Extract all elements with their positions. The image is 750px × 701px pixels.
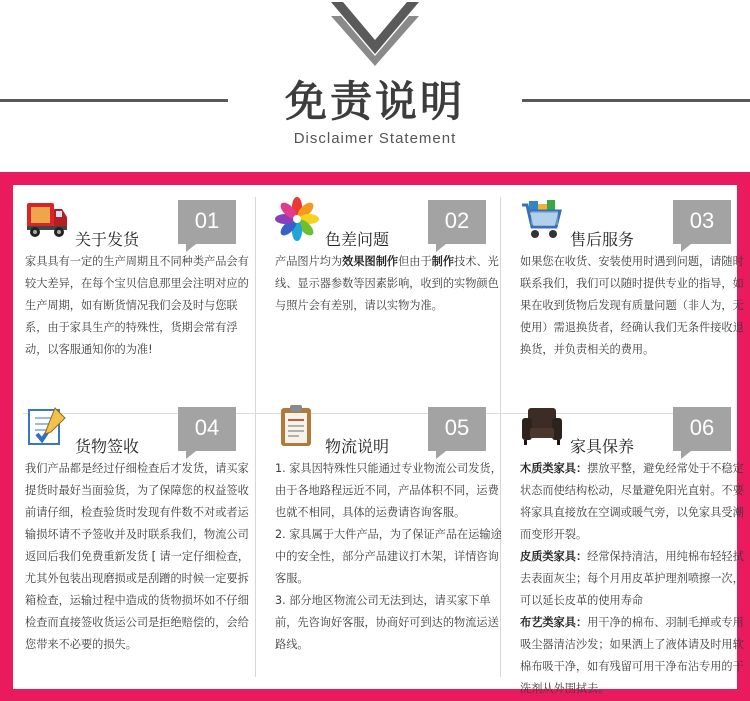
highlight-text: 效果图制作 (342, 255, 399, 268)
paragraph: 3. 部分地区物流公司无法到达，请买家下单前，先咨询好客服，协商好可到达的物流运送路线。 (275, 594, 499, 651)
section-text (275, 458, 503, 656)
section-number-badge: 01 (178, 200, 236, 244)
section-title: 家具保养 (570, 437, 635, 456)
care-item-text: 用干净的棉布、羽制毛掸或专用吸尘器清洁沙发；如果洒上了液体请及时用软棉布吸干净，如有残留可用干净布沾专用的干洗剂从外围拭去。 (520, 616, 744, 695)
section-number-badge: 04 (178, 407, 236, 451)
section-number-badge: 06 (673, 407, 731, 451)
paragraph: 我们产品都是经过仔细检查后才发货，请买家提货时最好当面验货，为了保障您的权益签收前请仔细，检查验货时发现有件数不对或者运输损坏请不予签收并及时联系我们，物流公司返回后我们免费重新发货 [ 请一定仔细检查，尤其外包装出现磨损或是刮蹭的时候一定要拆箱检查，运输过程中造成的货物损坏如不仔细检查而直接签收货运公司是拒绝赔偿的，会给您带来不必要的损失。 (25, 462, 250, 651)
column-divider (255, 197, 256, 677)
care-item-text: 经常保持清洁，用纯棉布轻轻拭去表面灰尘；每个月用皮革护理剂喷擦一次，可以延长皮革的使用寿命 (520, 550, 744, 607)
section-text (25, 458, 253, 656)
care-item-wood (520, 458, 748, 546)
section-title: 关于发货 (75, 230, 140, 249)
section-number-badge: 05 (428, 407, 486, 451)
content-panel (13, 185, 744, 695)
care-item-label: 皮质类家具： (520, 550, 588, 563)
sign-checklist-icon (25, 404, 69, 448)
armchair-icon (520, 404, 564, 448)
section-title: 售后服务 (570, 230, 635, 249)
section-text (25, 251, 253, 361)
paragraph: 1. 家具因特殊性只能通过专业物流公司发货，由于各地路程远近不同，产品体积不同，运费也就不相同，具体的运费请咨询客服。 (275, 462, 502, 519)
section-number-badge: 03 (673, 200, 731, 244)
care-item-text: 摆放平整，避免经常处于不稳定状态而使结构松动，尽量避免阳光直射。不要将家具直接放在空调或暖气旁，以免家具受潮而变形开裂。 (520, 462, 744, 541)
care-item-fabric (520, 612, 748, 700)
color-wheel-icon (275, 197, 319, 241)
section-text (275, 251, 503, 317)
page-subtitle: Disclaimer Statement (293, 130, 457, 147)
section-text (520, 458, 748, 700)
page-title: 免责说明 (284, 77, 465, 126)
content-frame (0, 172, 750, 701)
shopping-cart-icon (520, 197, 564, 241)
paragraph: 2. 家具属于大件产品，为了保证产品在运输途中的安全性，部分产品建议打木架，详情咨询客服。 (275, 528, 502, 585)
section-number-badge: 02 (428, 200, 486, 244)
care-item-label: 木质类家具： (520, 462, 588, 475)
header-divider-left (0, 99, 228, 102)
clipboard-icon (275, 404, 319, 448)
section-text (520, 251, 748, 361)
text-run: 技术、光线、显示器参数等因素影响，收到的实物颜色与照片会有差别，请以实物为准。 (275, 255, 499, 312)
row-divider (23, 413, 727, 414)
text-run: 产品图片均为 (275, 255, 343, 268)
header-divider-right (522, 99, 750, 102)
care-item-label: 布艺类家具： (520, 616, 588, 629)
paragraph (275, 251, 503, 317)
paragraph: 家具具有一定的生产周期且不同种类产品会有较大差异，在每个宝贝信息那里会注明对应的生产周期，如有断货情况我们会及时与您联系，由于家具生产的特殊性，货期会常有浮动，以客服通知你的为准! (25, 255, 249, 356)
section-title: 货物签收 (75, 437, 140, 456)
delivery-truck-icon (25, 197, 69, 241)
section-title: 物流说明 (325, 437, 390, 456)
paragraph: 如果您在收货、安装使用时遇到问题，请随时联系我们，我们可以随时提供专业的指导，如果在收到货物后发现有质量问题（非人为，无使用）需退换货者，经确认我们无条件接收退换货，并负责相关的费用。 (520, 255, 744, 356)
highlight-text: 制作 (431, 255, 455, 268)
chevron-down-decoration-icon (329, 0, 421, 66)
care-item-leather (520, 546, 748, 612)
section-title: 色差问题 (325, 230, 390, 249)
text-run: 但由于 (398, 255, 432, 268)
